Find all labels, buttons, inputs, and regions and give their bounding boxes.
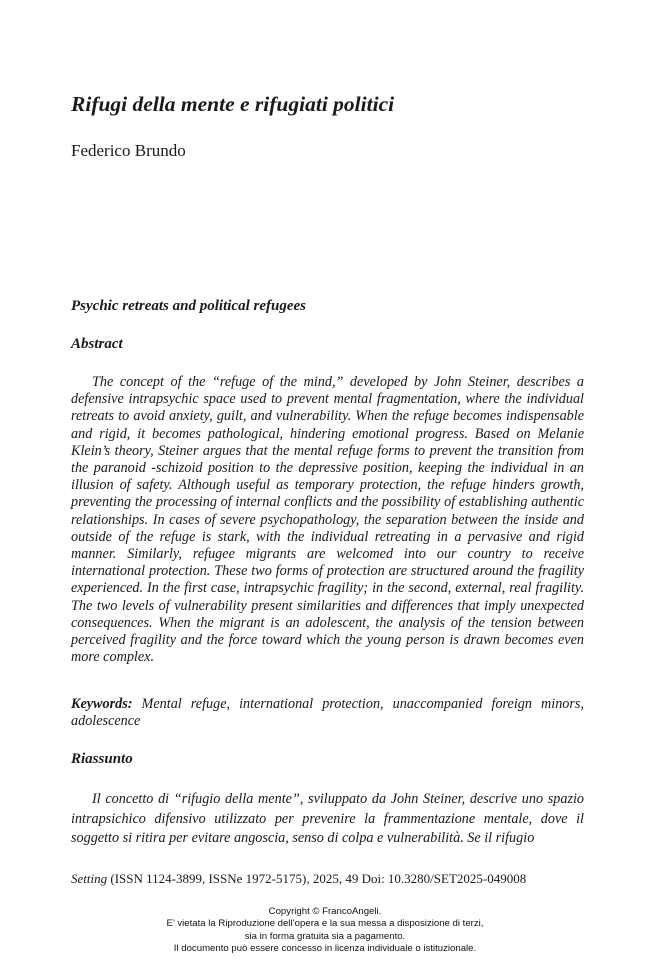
keywords-text: Mental refuge, international protection, unaccompanied foreign minors, adolescence <box>71 696 584 730</box>
copyright-line-3: sia in forma gratuita sia a pagamento. <box>244 930 406 942</box>
copyright-line-4: Il documento può essere concesso in licenza individuale o istituzionale. <box>173 943 477 955</box>
copyright-line-1: Copyright © FrancoAngeli. <box>268 906 382 917</box>
keywords <box>71 696 584 730</box>
english-title: Psychic retreats and political refugees <box>71 298 306 314</box>
riassunto-text: Il concetto di “rifugio della mente”, sviluppato da John Steiner, descrive uno spazio intrapsichico difensivo utilizzato per prevenire la frammentazione mentale, dove il soggetto si ritira per evitare angoscia, senso di colpa e vulnerabilità. Se il rifugio <box>71 791 584 846</box>
keywords-label: Keywords: <box>71 696 133 712</box>
abstract-text: The concept of the “refuge of the mind,” developed by John Steiner, describes a defensive intrapsychic space used to prevent mental fragmentation, where the individual retreats to avoid anxiety, guilt, and vulnerability. When the refuge becomes indispensable and rigid, it becomes pathological, hindering emotional progress. Based on Melanie Klein’s theory, Steiner argues that the mental refuge forms to prevent the transition from the paranoid -schizoid position to the depressive position, keeping the individual in an illusion of safety. Although useful as temporary protection, the refuge hinders growth, preventing the processing of internal conflicts and the possibility of establishing authentic relationships. In cases of severe psychopathology, the separation between the inside and outside of the refuge is stark, with the individual retreating in a pervasive and rigid manner. Similarly, refugee migrants are welcomed into our country to receive international protection. These two forms of protection are structured around the fragility experienced. In the first case, intrapsychic fragility; in the second, external, real fragility. The two levels of vulnerability present similarities and differences that imply unexpected consequences. When the migrant is an adolescent, the analysis of the tension between perceived fragility and the force toward which the young person is drawn becomes even more complex. <box>71 374 584 666</box>
citation-line <box>71 871 526 887</box>
copyright-notice <box>0 906 650 956</box>
copyright-line-2: E’ vietata la Riproduzione dell’opera e la sua messa a disposizione di terzi, <box>166 918 484 930</box>
article-author: Federico Brundo <box>71 141 186 160</box>
journal-name: Setting <box>71 871 108 886</box>
citation-details: (ISSN 1124-3899, ISSNe 1972-5175), 2025, 49 Doi: 10.3280/SET2025-049008 <box>107 871 527 886</box>
riassunto-heading: Riassunto <box>71 751 133 767</box>
abstract-heading: Abstract <box>71 336 123 352</box>
article-title: Rifugi della mente e rifugiati politici <box>71 92 395 116</box>
